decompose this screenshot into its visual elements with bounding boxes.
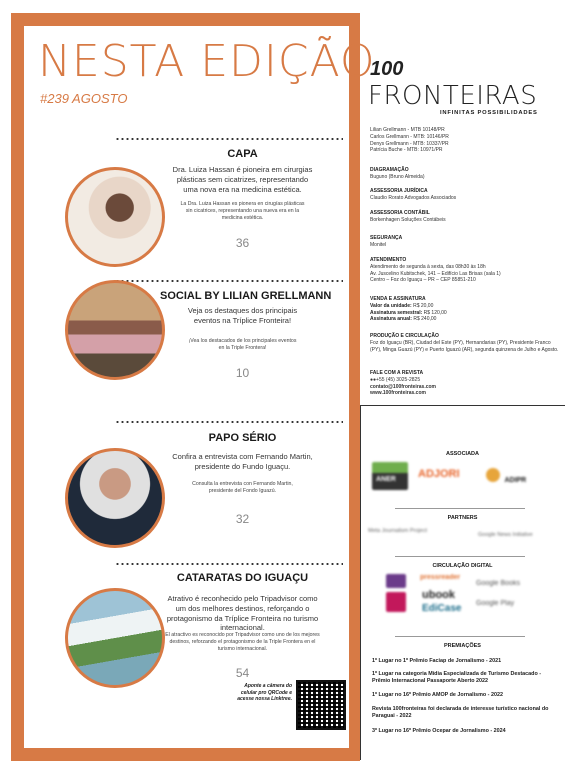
section-text: Confira a entrevista com Fernando Martin, presidente do Fundo Iguaçu. (172, 452, 313, 471)
info-line: Buguno (Bruno Almeida) (370, 173, 425, 180)
section-text-es: Consulta la entrevista con Fernando Martin, presidente del Fondo Iguazú. (192, 481, 293, 495)
page-number: 32 (235, 512, 250, 526)
vertical-divider (360, 405, 361, 760)
info-line: Atendimento de segunda à sexta, das 08h30 às 18h (370, 263, 486, 270)
info-contato (370, 370, 560, 397)
page-title: NESTA EDIÇÃO (38, 36, 376, 87)
section-text: Dra. Luiza Hassan é pioneira em cirurgias plásticas sem cicatrizes, representando uma nova era na medicina estética. (172, 165, 313, 194)
page-number: 54 (235, 666, 250, 680)
info-label: SEGURANÇA (370, 235, 403, 241)
contact-email[interactable]: contato@100fronteiras.com (370, 383, 437, 390)
divider (395, 556, 525, 557)
circulacao-label: CIRCULAÇÃO DIGITAL (432, 563, 493, 569)
info-label: VENDA E ASSINATURA (370, 296, 426, 302)
dotted-divider (115, 420, 343, 424)
info-label: ATENDIMENTO (370, 257, 407, 263)
info-line: Foz do Iguaçu (BR), Ciudad del Este (PY), Hernandarias (PY), Presidente Franco (PY), Minga Guazú (PY) e Puerto Iguazú (AR), segunda quinzena de Julho e Agosto. (370, 339, 559, 353)
issue-label: #239 AGOSTO (40, 91, 128, 106)
info-label: FALE COM A REVISTA (370, 370, 424, 376)
info-label: ASSESSORIA CONTÁBIL (370, 210, 430, 216)
staff-item: Patrícia Buche - MTB: 10971/PR (370, 147, 443, 154)
brand-number: 100 (370, 58, 404, 80)
waterfall-photo (65, 588, 165, 688)
staff-item: Lilian Grellmann - MTB 10148/PR (370, 127, 445, 133)
premio-item: Revista 100fronteiras foi declarada de interesse turístico nacional do Paraguai - 2022 (372, 706, 549, 720)
contact-site[interactable]: www.100fronteiras.com (370, 390, 426, 397)
info-line: Av. Juscelino Kubitschek, 141 – Edifício Las Brisas (sala 1) (370, 270, 501, 277)
info-label: ASSESSORIA JURÍDICA (370, 188, 428, 194)
qr-code[interactable] (296, 680, 346, 730)
interview-photo (65, 448, 165, 548)
associada-label: ASSOCIADA (445, 451, 479, 457)
pressreader-logo: pressreader (420, 574, 461, 581)
divider (395, 636, 525, 637)
app-logo (386, 574, 406, 588)
info-producao (370, 333, 560, 353)
info-seguranca (370, 235, 560, 249)
edicase-logo: EdiCase (422, 603, 462, 614)
info-line: Claudio Rorato Advogados Associados (370, 194, 457, 201)
section-text-es: El atractivo es reconocido por Tripadvisor como uno de los mejores destinos, reforzando el protagonismo de la Triple Frontera en el turismo internacional. (165, 632, 320, 653)
adipr-logo: ADIPR (486, 468, 546, 486)
meta-logo: Meta Journalism Project (368, 528, 427, 534)
section-title: PAPO SÉRIO (208, 432, 277, 444)
price-annual: Assinatura anual: R$ 240,00 (370, 316, 437, 323)
info-label: DIAGRAMAÇÃO (370, 167, 409, 173)
staff-item: Denys Grellmann - MTB: 10337/PR (370, 140, 449, 147)
section-title: SOCIAL BY LILIAN GRELLMANN (160, 290, 332, 302)
info-label: PRODUÇÃO E CIRCULAÇÃO (370, 333, 439, 339)
brand-tagline: INFINITAS POSSIBILIDADES (440, 110, 538, 116)
brand-name: FRONTEIRAS (368, 81, 538, 111)
staff-item: Carlos Grellmann - MTB: 10146/PR (370, 133, 449, 140)
dotted-divider (115, 279, 343, 283)
dotted-divider (115, 562, 343, 566)
info-atendimento (370, 257, 560, 284)
contact-phone: ●●+55 (45) 3025-2825 (370, 376, 421, 383)
dotted-divider (115, 137, 343, 141)
google-news-logo: Google News Initiative (478, 532, 533, 538)
info-juridica (370, 188, 560, 202)
page-number: 10 (235, 366, 250, 380)
price-unit: Valor da unidade: R$ 20,00 (370, 302, 434, 309)
cover-photo (65, 167, 165, 267)
google-play-logo: Google Play (476, 600, 515, 607)
section-title: CATARATAS DO IGUAÇU (176, 572, 309, 584)
info-line: Monitel (370, 241, 387, 248)
qr-caption: Aponte a câmera do celular pro QRCode e acesse nossa Linktree. (237, 683, 292, 702)
section-text: Atrativo é reconhecido pelo Tripadvisor como um dos melhores destinos, reforçando o protagonismo da Tríplice Fronteira no turismo internacional. (166, 594, 319, 633)
premio-item: 3º Lugar no 16º Prêmio Ocepar de Jornalismo - 2024 (372, 728, 506, 734)
premios-label: PREMIAÇÕES (444, 643, 481, 649)
adjori-logo: ADJORI (418, 468, 460, 480)
ubook-logo: ubook (422, 589, 455, 601)
page-number: 36 (235, 236, 250, 250)
section-text-es: La Dra. Luiza Hassan es pionera en cirugías plásticas sin cicatrices, representando una nueva era en la medicina estética. (180, 201, 305, 222)
info-diagramacao (370, 167, 560, 181)
staff-list (370, 127, 560, 154)
app-logo (386, 592, 406, 612)
aner-logo: ANER (372, 462, 408, 490)
premio-item: 1º Lugar no 1º Prêmio Faciap de Jornalismo - 2021 (372, 658, 502, 664)
section-text-es: ¡Vea los destacados de los principales eventos en la Triple Frontera! (188, 338, 297, 352)
info-line: Borkenhagen Soluções Contábeis (370, 216, 446, 223)
divider (360, 405, 565, 406)
whatsapp-icon: ●● (370, 376, 377, 383)
google-books-logo: Google Books (476, 580, 520, 587)
info-venda (370, 296, 560, 323)
info-line: Centro – Foz do Iguaçu – PR – CEP 85851-210 (370, 277, 476, 284)
info-contabil (370, 210, 560, 224)
social-photo (65, 280, 165, 380)
price-semester: Assinatura semestral: R$ 120,00 (370, 309, 447, 316)
section-title: CAPA (227, 148, 258, 160)
premio-item: 1º Lugar na categoria Mídia Especializada de Turismo Destacado - Prêmio Internacional Passaporte Aberto 2022 (372, 671, 542, 685)
premio-item: 1º Lugar no 16º Prêmio AMOP de Jornalismo - 2022 (372, 692, 503, 698)
divider (395, 508, 525, 509)
partners-label: PARTNERS (447, 515, 478, 521)
section-text: Veja os destaques dos principais eventos na Tríplice Fronteira! (187, 306, 298, 325)
